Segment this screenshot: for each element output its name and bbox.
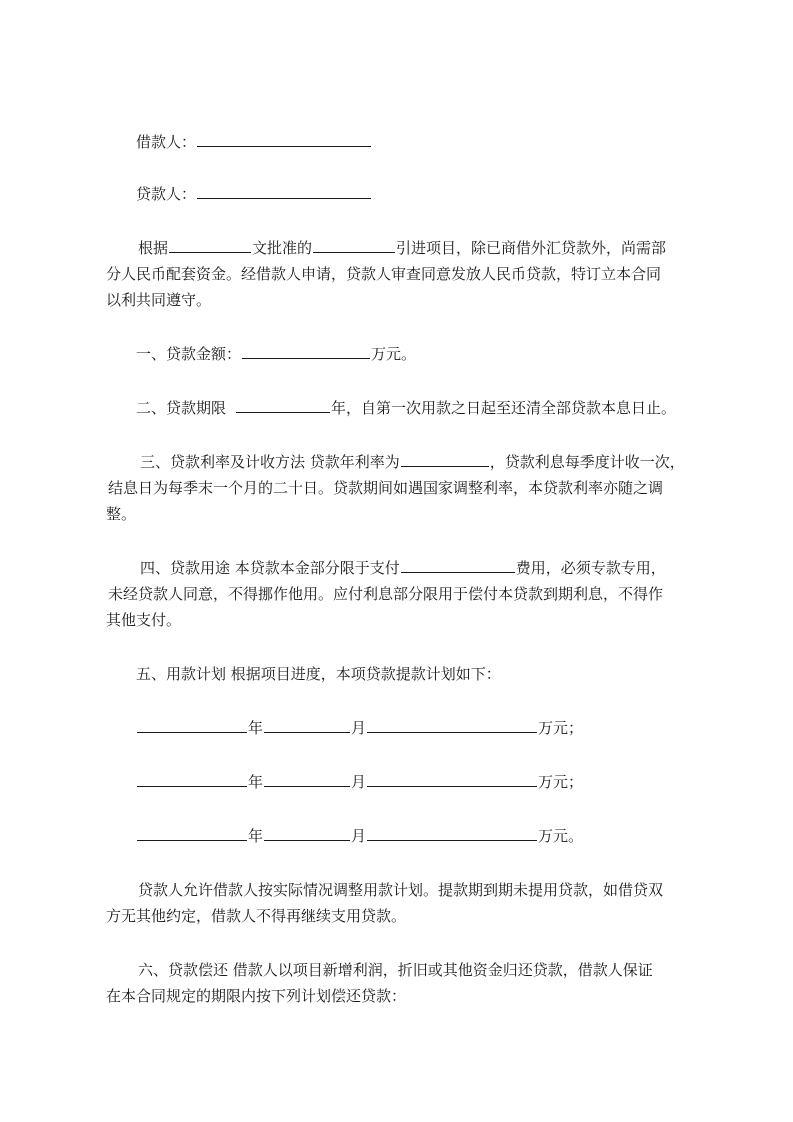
lender-line	[136, 183, 372, 205]
plan-2-unit: 万元；	[538, 773, 584, 791]
expense-type-blank[interactable]	[401, 557, 515, 573]
plan-3-year-blank[interactable]	[137, 825, 247, 841]
clause-4-prefix: 四、贷款用途 本贷款本金部分限于支付	[140, 559, 400, 577]
clause-2-suffix: 年，自第一次用款之日起至还清全部贷款本息日止。	[331, 399, 677, 417]
borrower-blank[interactable]	[197, 131, 371, 147]
plan-row-2	[136, 771, 583, 793]
plan-1-amount-blank[interactable]	[367, 717, 537, 733]
plan-2-year-blank[interactable]	[137, 771, 247, 787]
clause-5-plan-intro: 五、用款计划 根据项目进度，本项贷款提款计划如下：	[136, 665, 501, 683]
clause-2-loan-term	[136, 397, 676, 419]
clause-4-purpose-line-3: 其他支付。	[106, 611, 182, 629]
plan-2-amount-blank[interactable]	[367, 771, 537, 787]
plan-row-3	[136, 825, 583, 847]
plan-row-1	[136, 717, 583, 739]
plan-note-line-1: 贷款人允许借款人按实际情况调整用款计划。提款期到期未提用贷款，如借贷双	[138, 881, 664, 899]
clause-2-prefix: 二、贷款期限	[136, 399, 227, 417]
plan-3-amount-blank[interactable]	[367, 825, 537, 841]
plan-1-month-label: 月	[351, 719, 367, 737]
preamble-line-1	[138, 237, 666, 259]
lender-blank[interactable]	[197, 183, 371, 199]
project-blank[interactable]	[313, 237, 395, 253]
preamble-line-3: 以利共同遵守。	[106, 291, 212, 309]
clause-1-prefix: 一、贷款金额：	[136, 345, 242, 363]
plan-3-month-label: 月	[351, 827, 367, 845]
loan-amount-blank[interactable]	[242, 343, 370, 359]
plan-3-unit: 万元。	[538, 827, 584, 845]
approval-document-blank[interactable]	[169, 237, 251, 253]
plan-3-year-label: 年	[248, 827, 264, 845]
clause-3-prefix: 三、贷款利率及计收方法 贷款年利率为	[140, 453, 400, 471]
clause-4-purpose-line-2: 未经贷款人同意，不得挪作他用。应付利息部分限用于偿付本贷款到期利息，不得作	[108, 585, 664, 603]
plan-note-line-2: 方无其他约定，借款人不得再继续支用贷款。	[106, 907, 407, 925]
clause-6-repayment-line-2: 在本合同规定的期限内按下列计划偿还贷款：	[106, 987, 407, 1005]
preamble-part-3: 引进项目，除已商借外汇贷款外，尚需部	[396, 239, 667, 257]
clause-1-suffix: 万元。	[371, 345, 417, 363]
preamble-line-2: 分人民币配套资金。经借款人申请，贷款人审查同意发放人民币贷款，特订立本合同	[106, 265, 662, 283]
borrower-label: 借款人：	[136, 133, 197, 151]
preamble-part-2: 文批准的	[252, 239, 313, 257]
clause-3-interest-line-3: 整。	[106, 505, 137, 523]
preamble-part-1: 根据	[138, 239, 169, 257]
clause-1-loan-amount	[136, 343, 416, 365]
interest-rate-blank[interactable]	[401, 451, 489, 467]
plan-1-month-blank[interactable]	[264, 717, 350, 733]
borrower-line	[136, 131, 372, 153]
loan-term-blank[interactable]	[236, 397, 330, 413]
plan-1-unit: 万元；	[538, 719, 584, 737]
plan-3-month-blank[interactable]	[264, 825, 350, 841]
clause-3-interest-line-2: 结息日为每季末一个月的二十日。贷款期间如遇国家调整利率，本贷款利率亦随之调	[108, 479, 664, 497]
plan-1-year-label: 年	[248, 719, 264, 737]
clause-4-suffix: 费用，必须专款专用，	[515, 559, 666, 577]
lender-label: 贷款人：	[136, 185, 197, 203]
clause-3-interest-line-1	[140, 451, 685, 473]
clause-6-repayment-line-1: 六、贷款偿还 借款人以项目新增利润，折旧或其他资金归还贷款，借款人保证	[138, 961, 653, 979]
clause-4-purpose-line-1	[140, 557, 666, 579]
plan-2-month-blank[interactable]	[264, 771, 350, 787]
plan-2-month-label: 月	[351, 773, 367, 791]
clause-3-suffix: ，贷款利息每季度计收一次，	[489, 453, 685, 471]
plan-1-year-blank[interactable]	[137, 717, 247, 733]
plan-2-year-label: 年	[248, 773, 264, 791]
